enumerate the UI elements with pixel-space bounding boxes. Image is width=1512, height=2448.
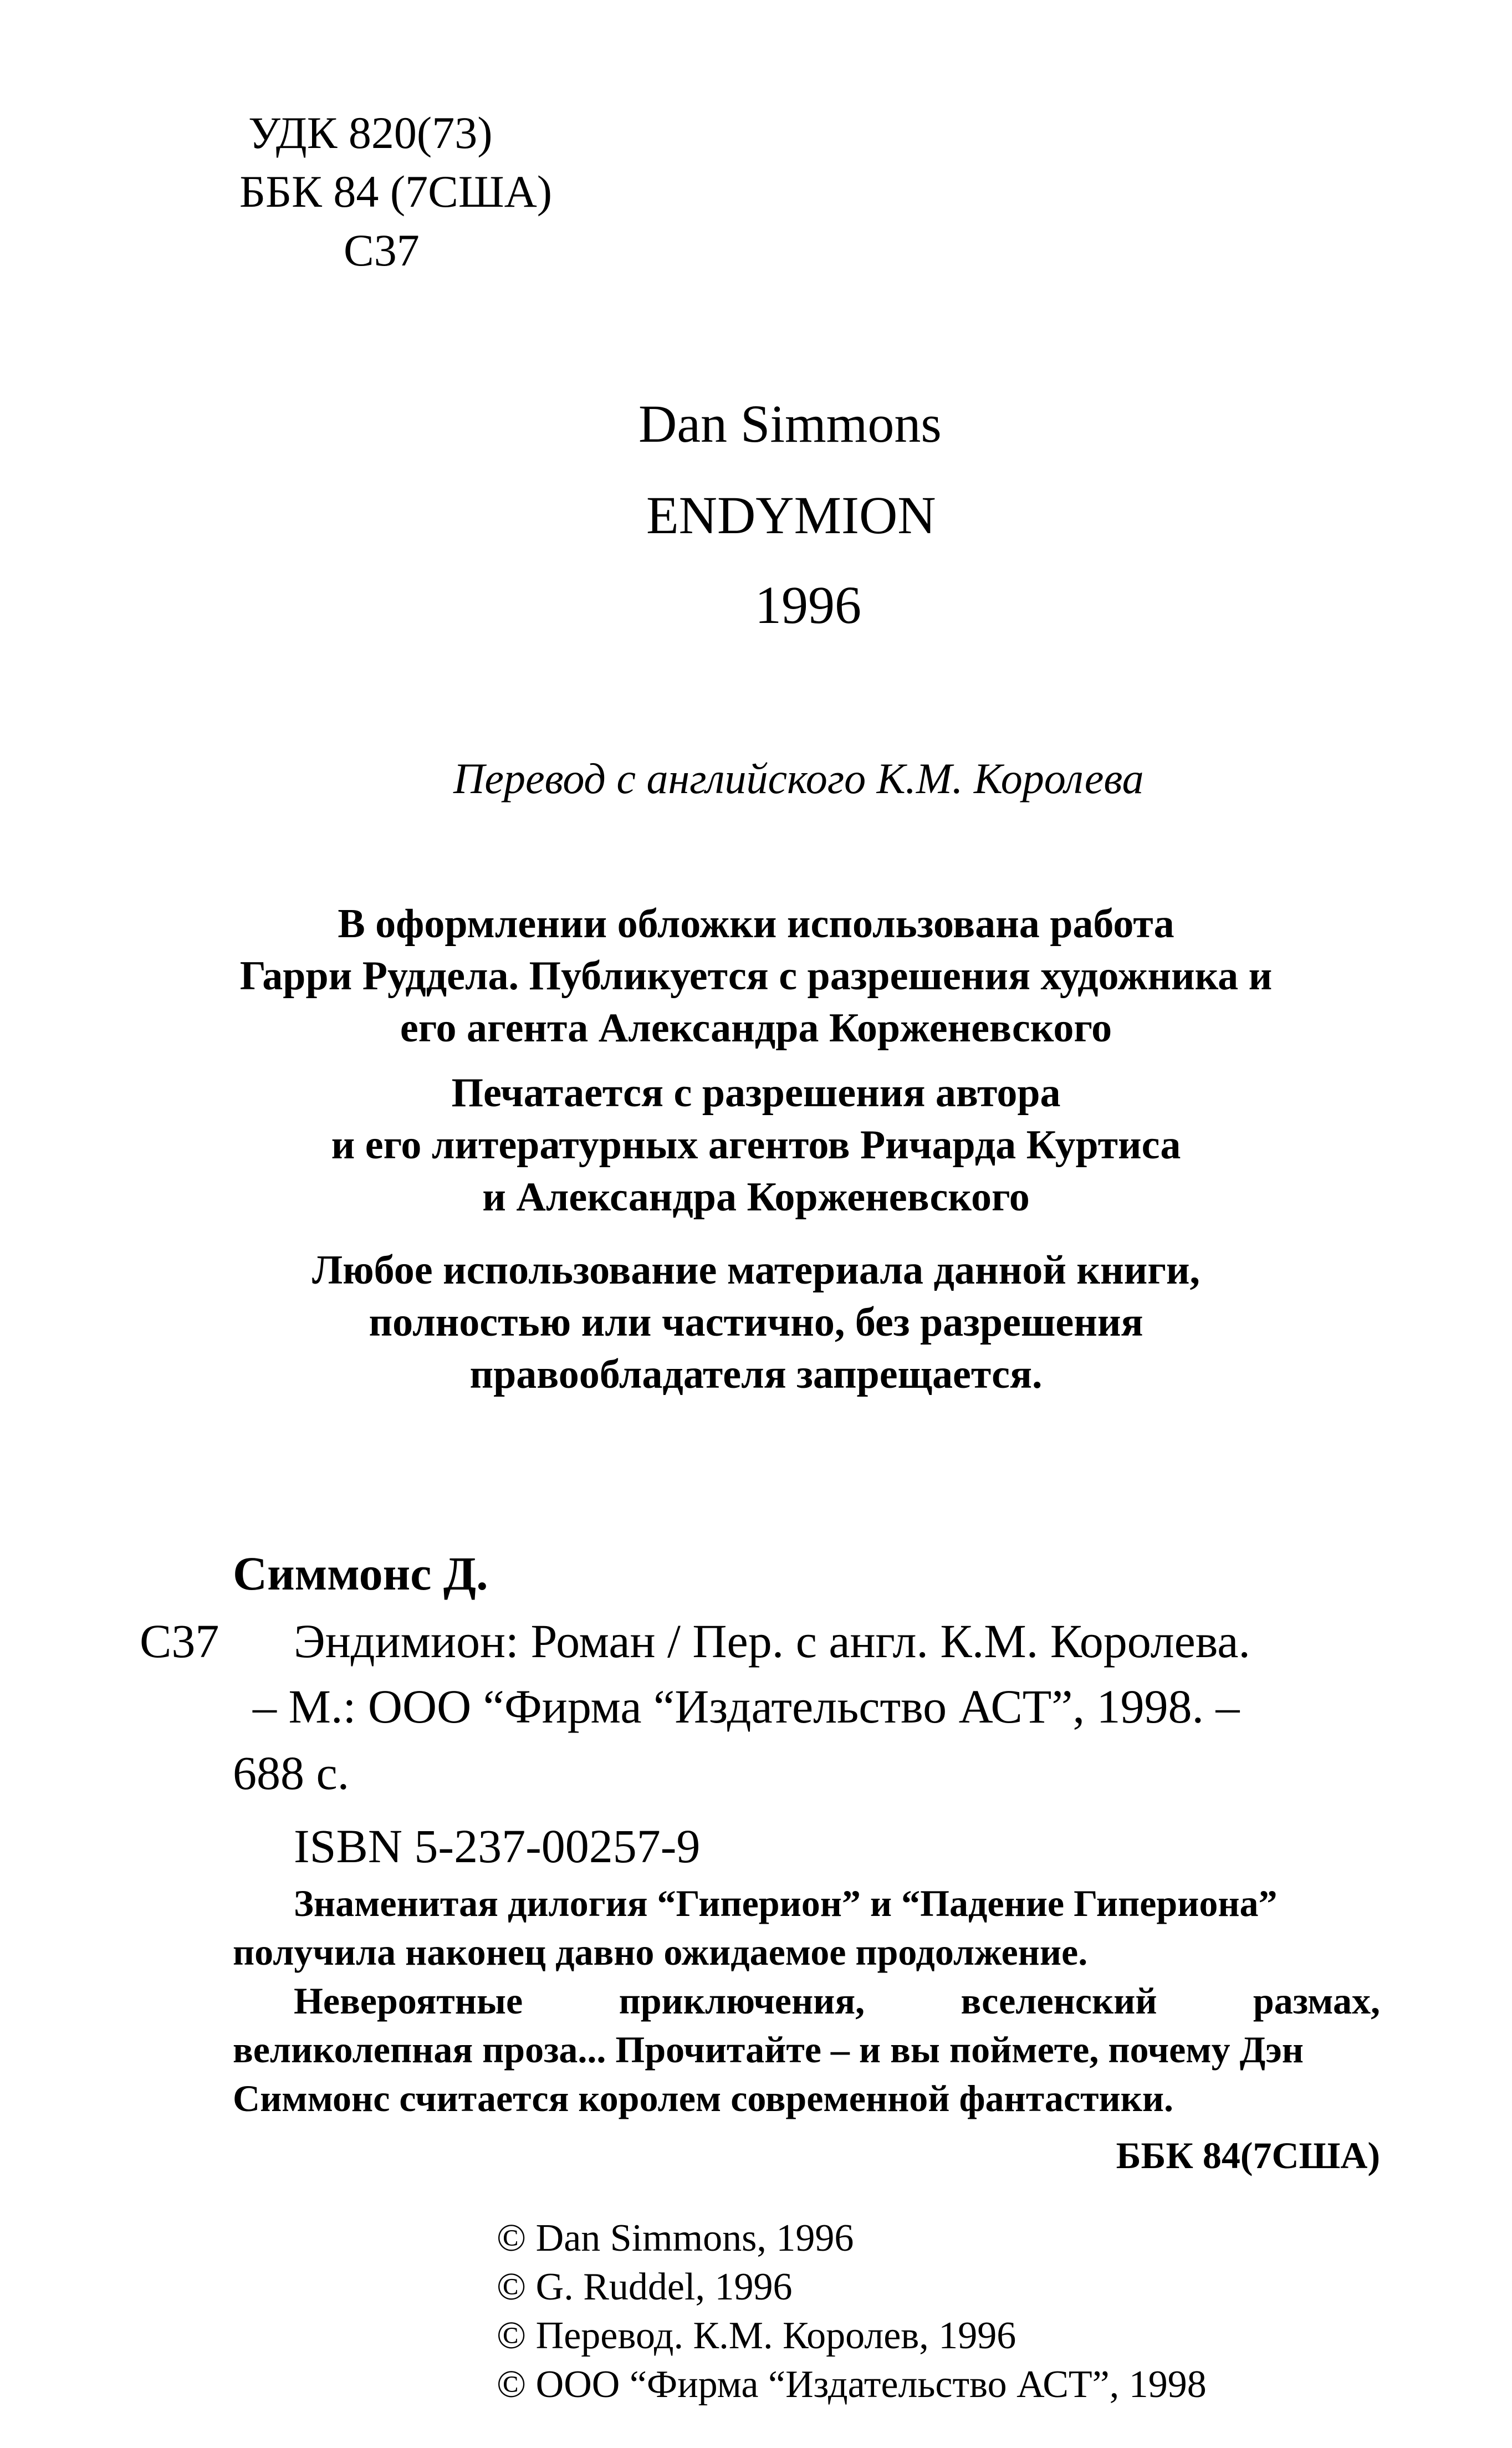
permission-note-line: Печатается с разрешения автора <box>451 1070 1061 1116</box>
annotation-word: вселенский <box>961 1980 1157 2022</box>
permission-note-line: и его литературных агентов Ричарда Куртиса <box>331 1122 1181 1168</box>
annotation-word: Невероятные <box>294 1980 523 2022</box>
catalog-isbn: ISBN 5-237-00257-9 <box>294 1820 701 1873</box>
permission-note-line: и Александра Корженевского <box>482 1174 1030 1220</box>
catalog-line-3: 688 с. <box>233 1746 350 1800</box>
annotation-line: великолепная проза... Прочитайте – и вы поймете, почему Дэн <box>233 2028 1304 2071</box>
rights-note-line: полностью или частично, без разрешения <box>369 1300 1143 1345</box>
annotation-word: размах, <box>1253 1980 1380 2022</box>
rights-note-line: Любое использование материала данной книги, <box>311 1248 1201 1293</box>
annotation-line: Знаменитая дилогия “Гиперион” и “Падение Гипериона” <box>294 1882 1278 1924</box>
catalog-line-2: – М.: ООО “Фирма “Издательство АСТ”, 1998. – <box>253 1680 1240 1733</box>
copyright-line: © Dan Simmons, 1996 <box>497 2217 854 2260</box>
annotation-line: Симмонс считается королем современной фантастики. <box>233 2077 1174 2119</box>
copyright-line: © G. Ruddel, 1996 <box>497 2266 793 2308</box>
copyright-line: © Перевод. К.М. Королев, 1996 <box>497 2314 1016 2357</box>
annotation-line: получила наконец давно ожидаемое продолжение. <box>233 1931 1088 1973</box>
cover-note-line: его агента Александра Корженевского <box>400 1005 1112 1051</box>
catalog-code: С37 <box>140 1614 219 1668</box>
rights-note-line: правообладателя запрещается. <box>469 1352 1043 1397</box>
bbk-code: ББК 84 (7США) <box>239 166 553 217</box>
translation-credit: Перевод с английского К.М. Королева <box>453 754 1144 803</box>
catalog-author: Симмонс Д. <box>233 1547 488 1600</box>
annotation-word: приключения, <box>619 1980 865 2022</box>
author-sign-code: С37 <box>344 225 420 275</box>
copyright-line: © ООО “Фирма “Издательство АСТ”, 1998 <box>497 2363 1207 2406</box>
catalog-line-1: Эндимион: Роман / Пер. с англ. К.М. Королева. <box>294 1614 1250 1668</box>
annotation-bbk: ББК 84(7США) <box>1116 2134 1380 2176</box>
original-title: ENDYMION <box>646 485 936 545</box>
original-year: 1996 <box>755 575 861 635</box>
udk-code: УДК 820(73) <box>248 108 493 158</box>
annotation-justified-line <box>294 1976 1380 2025</box>
cover-note-line: Гарри Руддела. Публикуется с разрешения художника и <box>239 953 1273 999</box>
original-author: Dan Simmons <box>638 394 942 453</box>
cover-note-line: В оформлении обложки использована работа <box>338 901 1174 947</box>
